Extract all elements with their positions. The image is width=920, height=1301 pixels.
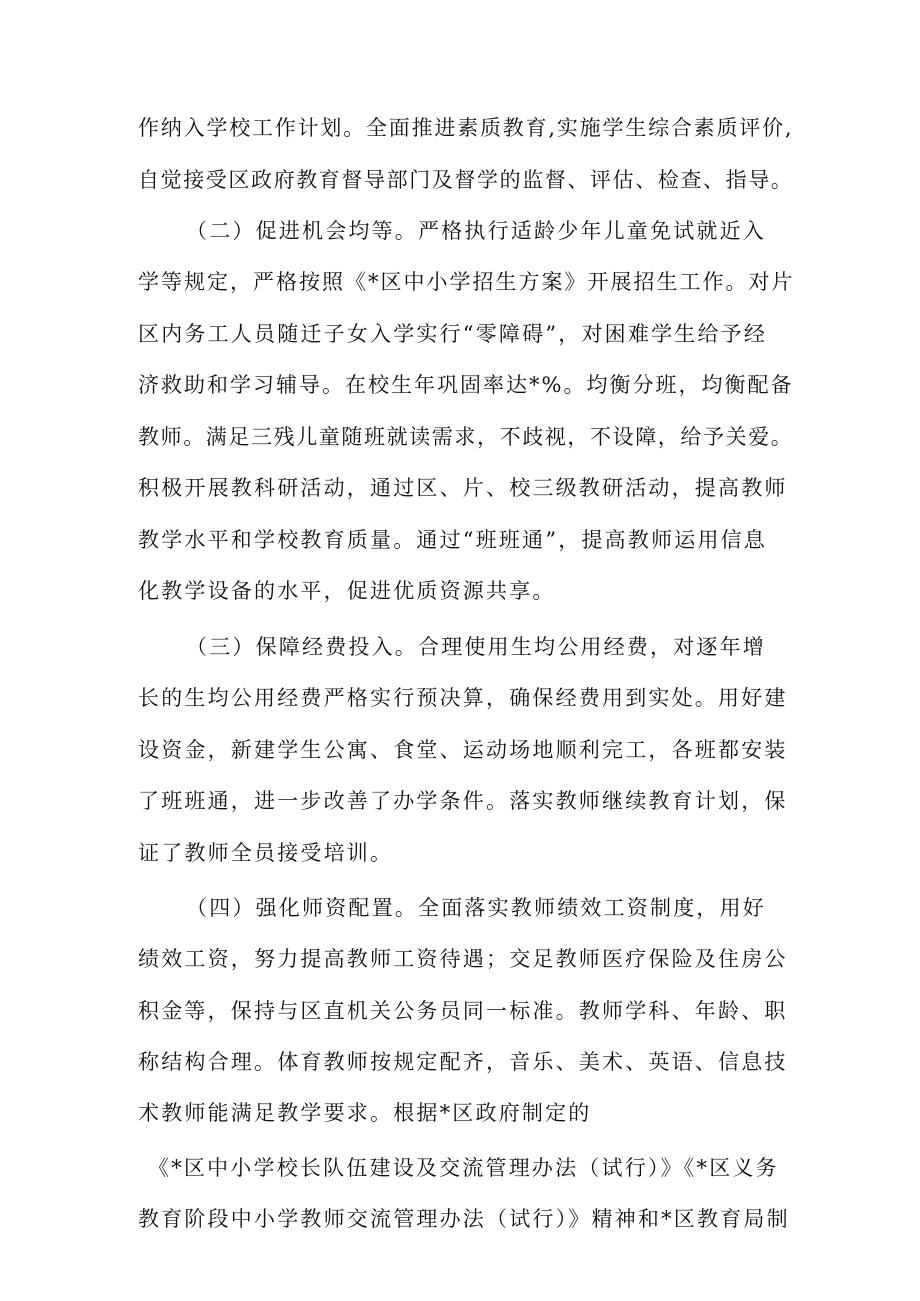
text-line-19: 称结构合理。体育教师按规定配齐，音乐、美术、英语、信息技 <box>138 1050 788 1074</box>
text-line-17: 绩效工资，努力提高教师工资待遇；交足教师医疗保险及住房公 <box>138 947 788 971</box>
text-line-2: 自觉接受区政府教育督导部门及督学的监督、评估、检查、指导。 <box>138 168 794 192</box>
section-2-heading-line: （二）促进机会均等。严格执行适龄少年儿童免试就近入 <box>186 219 766 243</box>
text-line-13: 设资金，新建学生公寓、食堂、运动场地顺利完工，各班都安装 <box>138 738 788 762</box>
section-3-heading-line: （三）保障经费投入。合理使用生均公用经费，对逐年增 <box>186 635 766 659</box>
text-line-20: 术教师能满足教学要求。根据*区政府制定的 <box>138 1101 592 1125</box>
text-line-7: 教师。满足三残儿童随班就读需求，不歧视，不设障，给予关爱。 <box>138 425 794 449</box>
text-line-14: 了班班通，进一步改善了办学条件。落实教师继续教育计划，保 <box>138 789 788 813</box>
text-line-10: 化教学设备的水平，促进优质资源共享。 <box>138 579 556 603</box>
text-line-18: 积金等，保持与区直机关公务员同一标准。教师学科、年龄、职 <box>138 999 788 1023</box>
text-line-4: 学等规定，严格按照《*区中小学招生方案》开展招生工作。对片 <box>138 270 795 294</box>
text-line-15: 证了教师全员接受培训。 <box>138 841 394 865</box>
text-line-8: 积极开展教科研活动，通过区、片、校三级教研活动，提高教师 <box>138 476 788 500</box>
section-4-heading-line: （四）强化师资配置。全面落实教师绩效工资制度，用好 <box>186 896 766 920</box>
text-line-22: 教育阶段中小学教师交流管理办法（试行）》精神和*区教育局制 <box>138 1207 790 1231</box>
text-line-6: 济救助和学习辅导。在校生年巩固率达*%。均衡分班，均衡配备 <box>138 373 794 397</box>
text-line-1: 作纳入学校工作计划。全面推进素质教育,实施学生综合素质评价, <box>138 116 794 140</box>
text-line-5: 区内务工人员随迁子女入学实行“零障碍”，对困难学生给予经 <box>138 322 768 346</box>
text-line-21: 《*区中小学校长队伍建设及交流管理办法（试行）》《*区义务 <box>148 1156 779 1180</box>
text-line-9: 教学水平和学校教育质量。通过“班班通”，提高教师运用信息 <box>138 528 768 552</box>
text-line-12: 长的生均公用经费严格实行预决算，确保经费用到实处。用好建 <box>138 686 788 710</box>
